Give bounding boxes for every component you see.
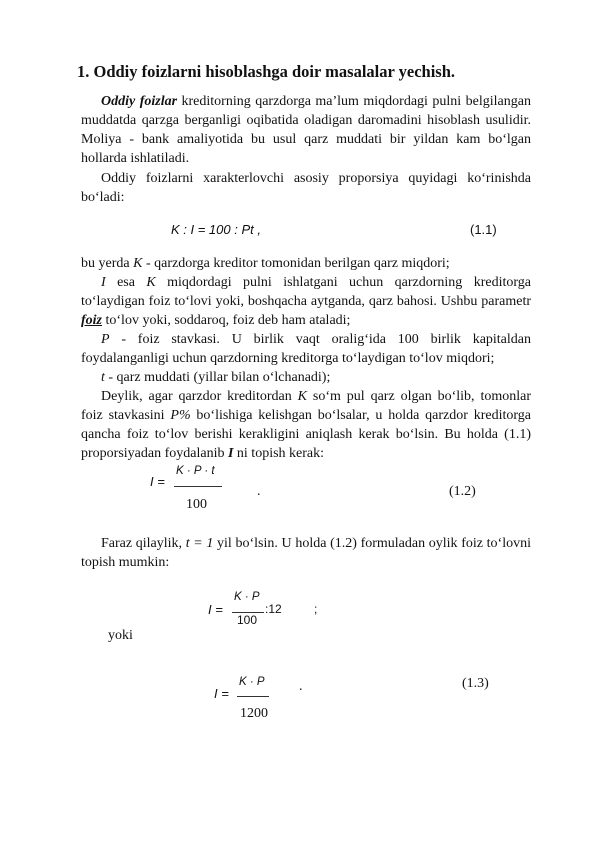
fraction-bar bbox=[237, 696, 269, 697]
proportion-intro-text: Oddiy foizlarni xarakterlovchi asosiy proporsiya quyidagi ko‘rinishda bo‘ladi: bbox=[81, 171, 531, 205]
formula-1-2-lhs: I = bbox=[150, 474, 165, 489]
var-K: K bbox=[146, 275, 156, 290]
problem-text-b: so‘m pul qarz olgan bo‘lib, tomonlar foiz stavkasini bbox=[81, 389, 531, 423]
definition-P bbox=[81, 330, 531, 368]
section-heading: 1. Oddiy foizlarni hisoblashga doir masalalar yechish. bbox=[77, 62, 456, 81]
monthly-intro bbox=[81, 534, 531, 572]
var-P-percent: P% bbox=[170, 408, 191, 423]
eq-t-1: t = 1 bbox=[185, 536, 214, 551]
formula-monthly-lhs: I = bbox=[208, 602, 223, 617]
formula-1-3-numerator: K · P bbox=[239, 676, 265, 688]
formula-1-3-denominator: 1200 bbox=[240, 706, 268, 721]
definition-I-text-a: esa bbox=[105, 275, 147, 290]
var-K: K bbox=[297, 389, 307, 404]
formula-monthly-semicolon: ; bbox=[314, 602, 318, 616]
fraction-bar bbox=[174, 486, 222, 487]
var-I: I bbox=[101, 275, 106, 290]
definition-text: kreditorning qarzdorga ma’lum miqdordagi pulni belgilangan muddatda qarzga berganligi oqibatida oladigan daromadini hisoblash usulidir. Moliya - bank amaliyotida bu usul qarz muddati bir yildan kam bo‘lgan hollarda ishlatiladi. bbox=[81, 94, 531, 166]
term-foiz: foiz bbox=[81, 313, 102, 328]
proportion-intro bbox=[81, 169, 531, 207]
formula-1-3-lhs: I = bbox=[214, 686, 229, 701]
definition-t bbox=[81, 368, 531, 387]
problem-text-a: Deylik, agar qarzdor kreditordan bbox=[101, 389, 298, 404]
problem-text-d: ni topish kerak: bbox=[233, 446, 325, 461]
definition-K-text: - qarzdorga kreditor tomonidan berilgan qarz miqdori; bbox=[142, 256, 450, 271]
formula-1-3-number: (1.3) bbox=[462, 676, 489, 691]
definition-K bbox=[81, 254, 531, 273]
definition-I bbox=[81, 273, 531, 330]
yoki-text: yoki bbox=[108, 628, 133, 643]
formula-1-1-number: (1.1) bbox=[470, 222, 497, 237]
formula-1-1: K : I = 100 : Pt , bbox=[171, 222, 261, 237]
formula-monthly-divisor: :12 bbox=[265, 602, 282, 616]
formula-1-2-numerator: K · P · t bbox=[176, 465, 215, 477]
var-K: K bbox=[133, 256, 143, 271]
definition-P-text: - foiz stavkasi. U birlik vaqt oralig‘ida 100 birlik kapitaldan foydalanganligi uchun qarzdorning kreditorga to‘laydigan to‘lov miqdori; bbox=[81, 332, 531, 366]
monthly-intro-text-a: Faraz qilaylik, bbox=[101, 536, 186, 551]
var-P: P bbox=[101, 332, 110, 347]
definition-t-text: - qarz muddati (yillar bilan o‘lchanadi); bbox=[104, 370, 331, 385]
formula-1-2-denominator: 100 bbox=[186, 497, 207, 512]
definition-I-text-c: to‘lov yoki, soddaroq, foiz deb ham ataladi; bbox=[102, 313, 351, 328]
problem-statement bbox=[81, 387, 531, 463]
term-oddiy-foizlar: Oddiy foizlar bbox=[101, 94, 178, 109]
definition-paragraph bbox=[81, 92, 531, 168]
formula-1-3-dot: . bbox=[299, 679, 303, 694]
formula-monthly-numerator: K · P bbox=[234, 591, 260, 603]
definition-K-intro: bu yerda bbox=[81, 256, 134, 271]
definition-I-text-b: miqdordagi pulni ishlatgani uchun qarzdorning kreditorga to‘laydigan foiz to‘lovi yoki, boshqacha aytganda, qarz bahosi. Ushbu parametr bbox=[81, 275, 531, 309]
formula-1-2-number: (1.2) bbox=[449, 484, 476, 499]
formula-1-2-dot: . bbox=[257, 484, 261, 499]
monthly-intro-text-b: yil bo‘lsin. U holda (1.2) formuladan oylik foiz to‘lovni topish mumkin: bbox=[81, 536, 531, 570]
var-t: t bbox=[101, 370, 105, 385]
var-I: I bbox=[227, 446, 234, 461]
formula-monthly-denominator: 100 bbox=[237, 613, 258, 627]
problem-text-c: bo‘lishiga kelishgan bo‘lsalar, u holda qarzdor kreditorga qancha foiz to‘lov berishi kerakligini aniqlash kerak bo‘lsin. Bu holda (1.1) proporsiyadan foydalanib bbox=[81, 408, 531, 461]
